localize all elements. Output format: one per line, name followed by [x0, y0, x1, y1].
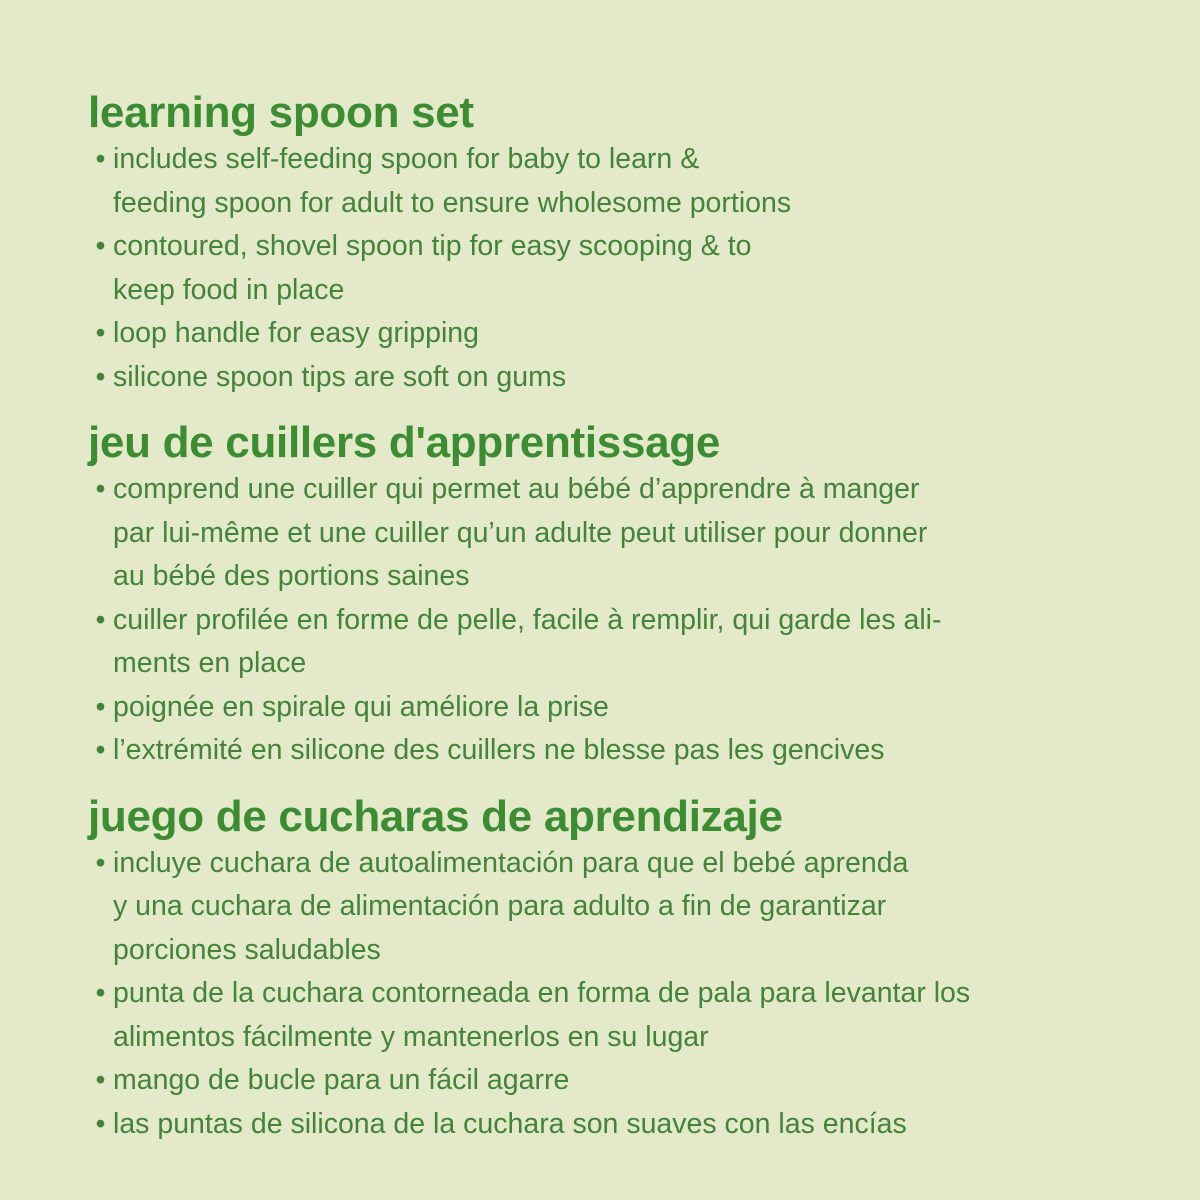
section-spanish: [88, 792, 1148, 1147]
section-english: [88, 88, 1148, 399]
feature-line: [88, 182, 1148, 226]
feature-item: [88, 1059, 1148, 1103]
feature-line: [88, 729, 1148, 773]
feature-item: [88, 356, 1148, 400]
feature-text: l’extrémité en silicone des cuillers ne blesse pas les gencives: [113, 734, 885, 766]
feature-text: punta de la cuchara contorneada en forma de pala para levantar los: [113, 977, 971, 1009]
feature-item: [88, 468, 1148, 599]
feature-line: [88, 1016, 1148, 1060]
bullet-icon: •: [95, 360, 106, 393]
bullet-icon: •: [95, 734, 106, 766]
feature-line: [88, 599, 1148, 643]
bullet-icon: •: [95, 473, 106, 505]
feature-line: [88, 1059, 1148, 1103]
feature-text: feeding spoon for adult to ensure wholesome portions: [113, 186, 792, 219]
section-french: [88, 418, 1148, 773]
feature-text: comprend une cuiller qui permet au bébé d’apprendre à manger: [113, 473, 920, 505]
feature-line: [88, 138, 1148, 182]
feature-text: au bébé des portions saines: [113, 560, 470, 592]
feature-text: includes self-feeding spoon for baby to learn &: [113, 143, 700, 175]
bullet-icon: •: [95, 230, 106, 262]
feature-list: [88, 842, 1148, 1147]
bullet-icon: •: [95, 1107, 106, 1140]
section-title: juego de cucharas de aprendizaje: [88, 791, 783, 841]
product-description: [88, 88, 1148, 1146]
feature-text: mango de bucle para un fácil agarre: [113, 1064, 570, 1096]
feature-line: [88, 642, 1148, 686]
feature-text: keep food in place: [113, 273, 345, 306]
feature-text: alimentos fácilmente y mantenerlos en su lugar: [113, 1020, 709, 1053]
feature-item: [88, 686, 1148, 730]
feature-item: [88, 842, 1148, 973]
feature-line: [88, 1103, 1148, 1147]
feature-line: [88, 312, 1148, 356]
feature-line: [88, 686, 1148, 730]
bullet-icon: •: [95, 690, 106, 723]
section-title: learning spoon set: [88, 88, 474, 137]
feature-item: [88, 972, 1148, 1059]
feature-text: porciones saludables: [113, 933, 381, 966]
feature-line: [88, 842, 1148, 886]
feature-line: [88, 929, 1148, 973]
bullet-icon: •: [95, 317, 106, 349]
feature-text: incluye cuchara de autoalimentación para que el bebé aprenda: [113, 846, 909, 879]
bullet-icon: •: [95, 143, 106, 175]
feature-item: [88, 225, 1148, 312]
feature-text: y una cuchara de alimentación para adulto a fin de garantizar: [113, 890, 887, 922]
feature-item: [88, 729, 1148, 773]
feature-line: [88, 225, 1148, 269]
feature-text: cuiller profilée en forme de pelle, facile à remplir, qui garde les ali-: [113, 603, 942, 636]
feature-line: [88, 468, 1148, 512]
feature-line: [88, 972, 1148, 1016]
bullet-icon: •: [95, 846, 106, 879]
feature-item: [88, 1103, 1148, 1147]
feature-list: [88, 468, 1148, 773]
feature-text: ments en place: [113, 647, 307, 679]
feature-text: contoured, shovel spoon tip for easy scooping & to: [113, 230, 752, 262]
feature-text: las puntas de silicona de la cuchara son suaves con las encías: [113, 1107, 907, 1140]
feature-item: [88, 599, 1148, 686]
feature-item: [88, 138, 1148, 225]
feature-line: [88, 885, 1148, 929]
bullet-icon: •: [95, 1064, 106, 1096]
feature-text: silicone spoon tips are soft on gums: [113, 360, 567, 393]
feature-item: [88, 312, 1148, 356]
bullet-icon: •: [95, 603, 106, 636]
feature-text: poignée en spirale qui améliore la prise: [113, 690, 609, 723]
feature-line: [88, 269, 1148, 313]
section-title: jeu de cuillers d'apprentissage: [88, 418, 721, 467]
bullet-icon: •: [95, 977, 106, 1009]
feature-line: [88, 512, 1148, 556]
feature-text: par lui-même et une cuiller qu’un adulte peut utiliser pour donner: [113, 516, 928, 549]
feature-text: loop handle for easy gripping: [113, 317, 480, 349]
feature-line: [88, 555, 1148, 599]
feature-list: [88, 138, 1148, 399]
feature-line: [88, 356, 1148, 400]
